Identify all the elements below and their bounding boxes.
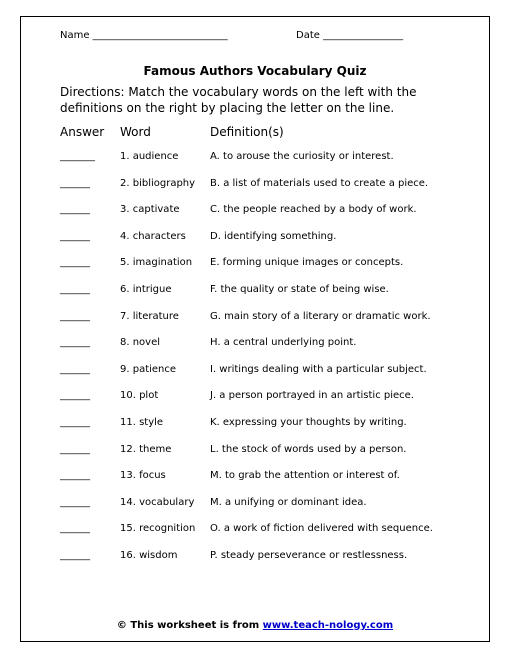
name-field: Name ___________________________: [60, 30, 228, 41]
definition-text: M. to grab the attention or interest of.: [210, 470, 400, 482]
footer-text: © This worksheet is from: [116, 620, 263, 631]
definition-text: K. expressing your thoughts by writing.: [210, 416, 407, 428]
answer-blank[interactable]: ______: [60, 390, 90, 402]
definition-text: P. steady perseverance or restlessness.: [210, 549, 408, 561]
question-row: [0, 276, 510, 303]
vocabulary-word: 9. patience: [120, 363, 177, 375]
vocabulary-word: 2. bibliography: [120, 177, 196, 189]
word-column-header: Word: [120, 125, 151, 139]
directions-text: Directions: Match the vocabulary words on the left with the definitions on the right by placing the letter on the line.: [60, 85, 417, 115]
question-row: [0, 143, 510, 170]
vocabulary-word: 10. plot: [120, 390, 159, 402]
vocabulary-word: 8. novel: [120, 337, 161, 349]
question-row: [0, 170, 510, 197]
answer-blank[interactable]: _______: [60, 151, 95, 162]
question-row: [0, 542, 510, 569]
vocabulary-word: 11. style: [120, 416, 164, 428]
question-list: [0, 143, 510, 569]
vocabulary-word: 7. literature: [120, 310, 179, 322]
answer-blank[interactable]: ______: [60, 177, 90, 189]
vocabulary-word: 3. captivate: [120, 204, 180, 216]
vocabulary-word: 1. audience: [120, 151, 179, 162]
answer-blank[interactable]: ______: [60, 257, 90, 269]
vocabulary-word: 12. theme: [120, 443, 172, 455]
definition-text: A. to arouse the curiosity or interest.: [210, 151, 394, 162]
definition-text: J. a person portrayed in an artistic piece.: [210, 390, 414, 402]
vocabulary-word: 15. recognition: [120, 523, 196, 535]
definition-text: I. writings dealing with a particular subject.: [210, 363, 427, 375]
vocabulary-word: 5. imagination: [120, 257, 193, 269]
definition-column-header: Definition(s): [210, 125, 284, 139]
answer-blank[interactable]: ______: [60, 283, 90, 295]
definition-text: E. forming unique images or concepts.: [210, 257, 404, 269]
answer-blank[interactable]: ______: [60, 204, 90, 216]
vocabulary-word: 4. characters: [120, 230, 186, 242]
question-row: [0, 329, 510, 356]
answer-blank[interactable]: ______: [60, 523, 90, 535]
page-title: Famous Authors Vocabulary Quiz: [143, 64, 367, 78]
answer-blank[interactable]: ______: [60, 470, 90, 482]
definition-text: M. a unifying or dominant idea.: [210, 496, 367, 508]
answer-column-header: Answer: [60, 125, 105, 139]
definition-text: C. the people reached by a body of work.: [210, 204, 417, 216]
definition-text: L. the stock of words used by a person.: [210, 443, 407, 455]
vocabulary-word: 14. vocabulary: [120, 496, 195, 508]
question-row: [0, 356, 510, 383]
footer-link[interactable]: www.teach-nology.com: [262, 620, 394, 631]
answer-blank[interactable]: ______: [60, 230, 90, 242]
question-row: [0, 223, 510, 250]
question-row: [0, 489, 510, 516]
answer-blank[interactable]: ______: [60, 310, 90, 322]
definition-text: O. a work of fiction delivered with sequence.: [210, 523, 433, 535]
answer-blank[interactable]: ______: [60, 337, 90, 349]
definition-text: B. a list of materials used to create a piece.: [210, 177, 429, 189]
answer-blank[interactable]: ______: [60, 496, 90, 508]
vocabulary-word: 16. wisdom: [120, 549, 178, 561]
footer: [0, 620, 510, 631]
answer-blank[interactable]: ______: [60, 416, 90, 428]
date-field: Date ________________: [296, 30, 404, 41]
answer-blank[interactable]: ______: [60, 363, 90, 375]
question-row: [0, 303, 510, 330]
answer-blank[interactable]: ______: [60, 549, 90, 561]
definition-text: F. the quality or state of being wise.: [210, 283, 389, 295]
question-row: [0, 436, 510, 463]
vocabulary-word: 6. intrigue: [120, 283, 172, 295]
question-row: [0, 196, 510, 223]
definition-text: H. a central underlying point.: [210, 337, 357, 349]
question-row: [0, 382, 510, 409]
vocabulary-word: 13. focus: [120, 470, 166, 482]
question-row: [0, 249, 510, 276]
question-row: [0, 409, 510, 436]
definition-text: G. main story of a literary or dramatic work.: [210, 310, 431, 322]
definition-text: D. identifying something.: [210, 230, 337, 242]
question-row: [0, 515, 510, 542]
question-row: [0, 462, 510, 489]
answer-blank[interactable]: ______: [60, 443, 90, 455]
